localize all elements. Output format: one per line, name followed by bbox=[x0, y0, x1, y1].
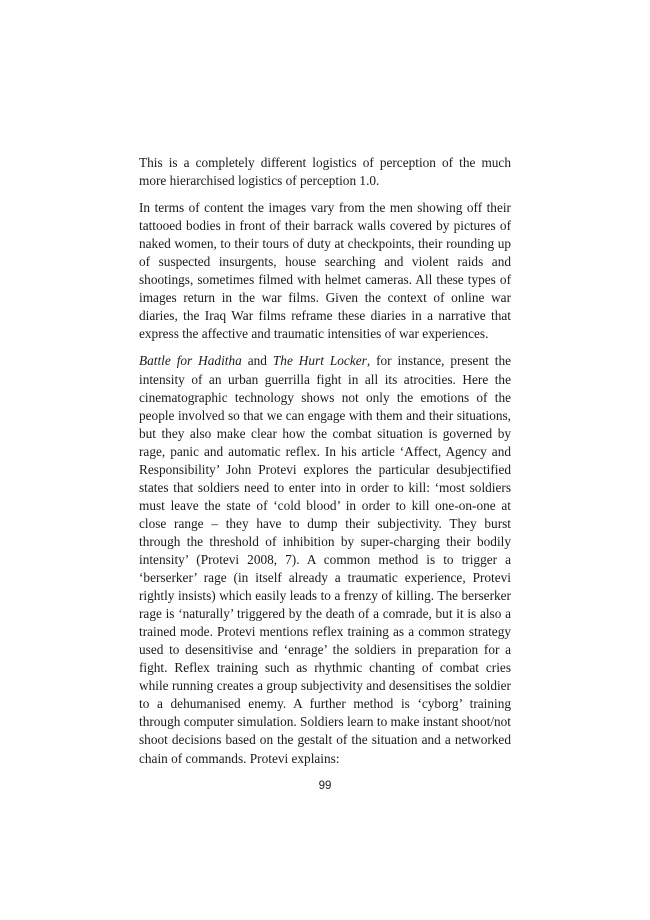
film-title-the-hurt-locker: The Hurt Locker bbox=[272, 353, 367, 369]
paragraph-2 bbox=[139, 199, 511, 343]
page-number: 99 bbox=[318, 780, 332, 792]
conjunction-and: and bbox=[241, 353, 273, 369]
paragraph-1 bbox=[139, 154, 511, 190]
paragraph-3-text: , for instance, present the intensity of an urban guerrilla fight in all its atrocities. Here the cinematographic technology shows not only the emotions of the people involved so that we can engage with them and their situations, but they also make clear how the combat situation is governed by rage, panic and automatic reflex. In his article ‘Affect, Agency and Responsibility’ John Protevi explores the particular desubjectified states that soldiers need to enter into in order to kill: ‘most soldiers must leave the state of ‘cold blood’ in order to kill one-on-one at close range – they have to dump their subjectivity. They burst through the threshold of inhibition by super-charging their bodily intensity’ (Protevi 2008, 7). A common method is to trigger a ‘berserker’ rage (in itself already a traumatic experience, Protevi rightly insists) which easily leads to a frenzy of killing. The berserker rage is ‘naturally’ triggered by the death of a comrade, but it is also a trained mode. Protevi mentions reflex training as a common strategy used to desensitivise and ‘enrage’ the soldiers in preparation for a fight. Reflex training such as rhythmic chanting of combat cries while running creates a group subjectivity and desensitises the soldier to a dehumanised enemy. A further method is ‘cyborg’ training through computer simulation. Soldiers learn to make instant shoot/not shoot decisions based on the gestalt of the situation and a networked chain of commands. Protevi explains: bbox=[139, 353, 511, 766]
page-body bbox=[139, 154, 511, 777]
paragraph-2-text: In terms of content the images vary from the men showing off their tattooed bodies in front of their barrack walls covered by pictures of naked women, to their tours of duty at checkpoints, their rounding up of suspected insurgents, house searching and violent raids and shootings, sometimes filmed with helmet cameras. All these types of images return in the war films. Given the context of online war diaries, the Iraq War films reframe these diaries in a narrative that express the affective and traumatic intensities of war experiences. bbox=[139, 200, 511, 342]
paragraph-1-text: This is a completely different logistics of perception of the much more hierarchised logistics of perception 1.0. bbox=[139, 155, 511, 189]
paragraph-3 bbox=[139, 352, 511, 767]
film-title-battle-for-haditha: Battle for Haditha bbox=[139, 353, 242, 369]
